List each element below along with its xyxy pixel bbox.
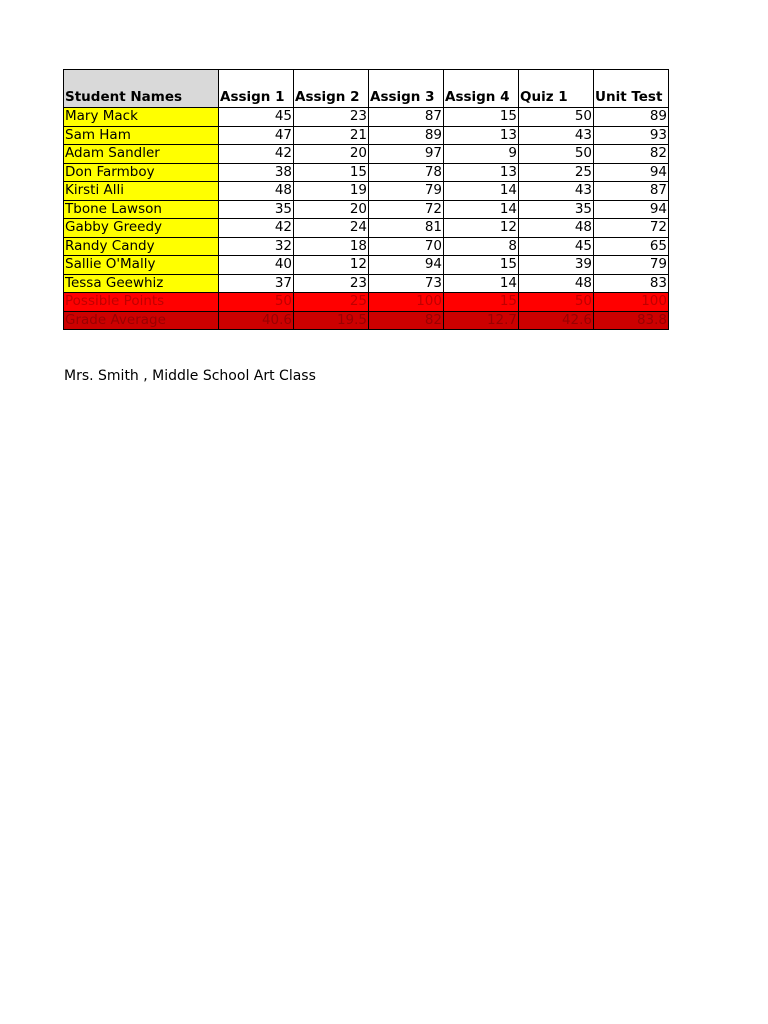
- score-cell[interactable]: 48: [219, 182, 294, 201]
- student-name-cell[interactable]: Sam Ham: [64, 126, 219, 145]
- average-value-cell[interactable]: 40.6: [219, 311, 294, 330]
- table-row: [64, 108, 669, 127]
- score-cell[interactable]: 25: [519, 163, 594, 182]
- table-row: [64, 163, 669, 182]
- average-value-cell[interactable]: 12.7: [444, 311, 519, 330]
- table-row: [64, 274, 669, 293]
- score-cell[interactable]: 23: [294, 108, 369, 127]
- score-cell[interactable]: 72: [369, 200, 444, 219]
- student-name-cell[interactable]: Sallie O'Mally: [64, 256, 219, 275]
- table-row: [64, 126, 669, 145]
- score-cell[interactable]: 40: [219, 256, 294, 275]
- student-name-cell[interactable]: Randy Candy: [64, 237, 219, 256]
- score-cell[interactable]: 42: [219, 145, 294, 164]
- average-value-cell[interactable]: 83.8: [594, 311, 669, 330]
- header-assign-1[interactable]: Assign 1: [219, 70, 294, 108]
- score-cell[interactable]: 38: [219, 163, 294, 182]
- table-body: [64, 108, 669, 330]
- score-cell[interactable]: 94: [594, 163, 669, 182]
- score-cell[interactable]: 14: [444, 182, 519, 201]
- table-row: [64, 200, 669, 219]
- score-cell[interactable]: 19: [294, 182, 369, 201]
- grade-average-row: [64, 311, 669, 330]
- header-assign-3[interactable]: Assign 3: [369, 70, 444, 108]
- table-header: [64, 70, 669, 108]
- header-quiz-1[interactable]: Quiz 1: [519, 70, 594, 108]
- score-cell[interactable]: 48: [519, 274, 594, 293]
- score-cell[interactable]: 39: [519, 256, 594, 275]
- score-cell[interactable]: 50: [519, 108, 594, 127]
- score-cell[interactable]: 94: [369, 256, 444, 275]
- score-cell[interactable]: 87: [369, 108, 444, 127]
- score-cell[interactable]: 24: [294, 219, 369, 238]
- possible-value-cell[interactable]: 100: [369, 293, 444, 312]
- score-cell[interactable]: 37: [219, 274, 294, 293]
- score-cell[interactable]: 23: [294, 274, 369, 293]
- table-row: [64, 145, 669, 164]
- possible-value-cell[interactable]: 15: [444, 293, 519, 312]
- possible-value-cell[interactable]: 50: [219, 293, 294, 312]
- table-row: [64, 219, 669, 238]
- student-name-cell[interactable]: Gabby Greedy: [64, 219, 219, 238]
- score-cell[interactable]: 8: [444, 237, 519, 256]
- score-cell[interactable]: 15: [444, 256, 519, 275]
- score-cell[interactable]: 73: [369, 274, 444, 293]
- average-value-cell[interactable]: 82: [369, 311, 444, 330]
- table-row: [64, 256, 669, 275]
- score-cell[interactable]: 47: [219, 126, 294, 145]
- score-cell[interactable]: 83: [594, 274, 669, 293]
- score-cell[interactable]: 93: [594, 126, 669, 145]
- score-cell[interactable]: 78: [369, 163, 444, 182]
- score-cell[interactable]: 81: [369, 219, 444, 238]
- score-cell[interactable]: 43: [519, 182, 594, 201]
- score-cell[interactable]: 82: [594, 145, 669, 164]
- score-cell[interactable]: 15: [294, 163, 369, 182]
- score-cell[interactable]: 89: [594, 108, 669, 127]
- score-cell[interactable]: 79: [369, 182, 444, 201]
- score-cell[interactable]: 32: [219, 237, 294, 256]
- student-name-cell[interactable]: Tbone Lawson: [64, 200, 219, 219]
- score-cell[interactable]: 42: [219, 219, 294, 238]
- score-cell[interactable]: 14: [444, 274, 519, 293]
- score-cell[interactable]: 13: [444, 126, 519, 145]
- student-name-cell[interactable]: Tessa Geewhiz: [64, 274, 219, 293]
- score-cell[interactable]: 43: [519, 126, 594, 145]
- possible-points-row: [64, 293, 669, 312]
- score-cell[interactable]: 20: [294, 200, 369, 219]
- score-cell[interactable]: 65: [594, 237, 669, 256]
- grade-table: [63, 69, 669, 330]
- score-cell[interactable]: 94: [594, 200, 669, 219]
- score-cell[interactable]: 72: [594, 219, 669, 238]
- score-cell[interactable]: 15: [444, 108, 519, 127]
- score-cell[interactable]: 35: [519, 200, 594, 219]
- score-cell[interactable]: 21: [294, 126, 369, 145]
- possible-label-cell[interactable]: Possible Points: [64, 293, 219, 312]
- score-cell[interactable]: 50: [519, 145, 594, 164]
- header-assign-4[interactable]: Assign 4: [444, 70, 519, 108]
- student-name-cell[interactable]: Mary Mack: [64, 108, 219, 127]
- header-assign-2[interactable]: Assign 2: [294, 70, 369, 108]
- score-cell[interactable]: 14: [444, 200, 519, 219]
- student-name-cell[interactable]: Kirsti Alli: [64, 182, 219, 201]
- student-name-cell[interactable]: Adam Sandler: [64, 145, 219, 164]
- score-cell[interactable]: 13: [444, 163, 519, 182]
- table-row: [64, 182, 669, 201]
- student-name-cell[interactable]: Don Farmboy: [64, 163, 219, 182]
- score-cell[interactable]: 18: [294, 237, 369, 256]
- average-label-cell[interactable]: Grade Average: [64, 311, 219, 330]
- score-cell[interactable]: 87: [594, 182, 669, 201]
- average-value-cell[interactable]: 19.5: [294, 311, 369, 330]
- average-value-cell[interactable]: 42.6: [519, 311, 594, 330]
- possible-value-cell[interactable]: 50: [519, 293, 594, 312]
- possible-value-cell[interactable]: 25: [294, 293, 369, 312]
- header-unit-test[interactable]: Unit Test: [594, 70, 669, 108]
- score-cell[interactable]: 12: [444, 219, 519, 238]
- table-row: [64, 237, 669, 256]
- score-cell[interactable]: 20: [294, 145, 369, 164]
- score-cell[interactable]: 12: [294, 256, 369, 275]
- score-cell[interactable]: 45: [219, 108, 294, 127]
- header-student-names[interactable]: Student Names: [64, 70, 219, 108]
- score-cell[interactable]: 79: [594, 256, 669, 275]
- score-cell[interactable]: 35: [219, 200, 294, 219]
- header-row: [64, 70, 669, 108]
- score-cell[interactable]: 97: [369, 145, 444, 164]
- score-cell[interactable]: 70: [369, 237, 444, 256]
- possible-value-cell[interactable]: 100: [594, 293, 669, 312]
- score-cell[interactable]: 9: [444, 145, 519, 164]
- score-cell[interactable]: 89: [369, 126, 444, 145]
- class-caption: Mrs. Smith , Middle School Art Class: [64, 368, 316, 384]
- score-cell[interactable]: 45: [519, 237, 594, 256]
- score-cell[interactable]: 48: [519, 219, 594, 238]
